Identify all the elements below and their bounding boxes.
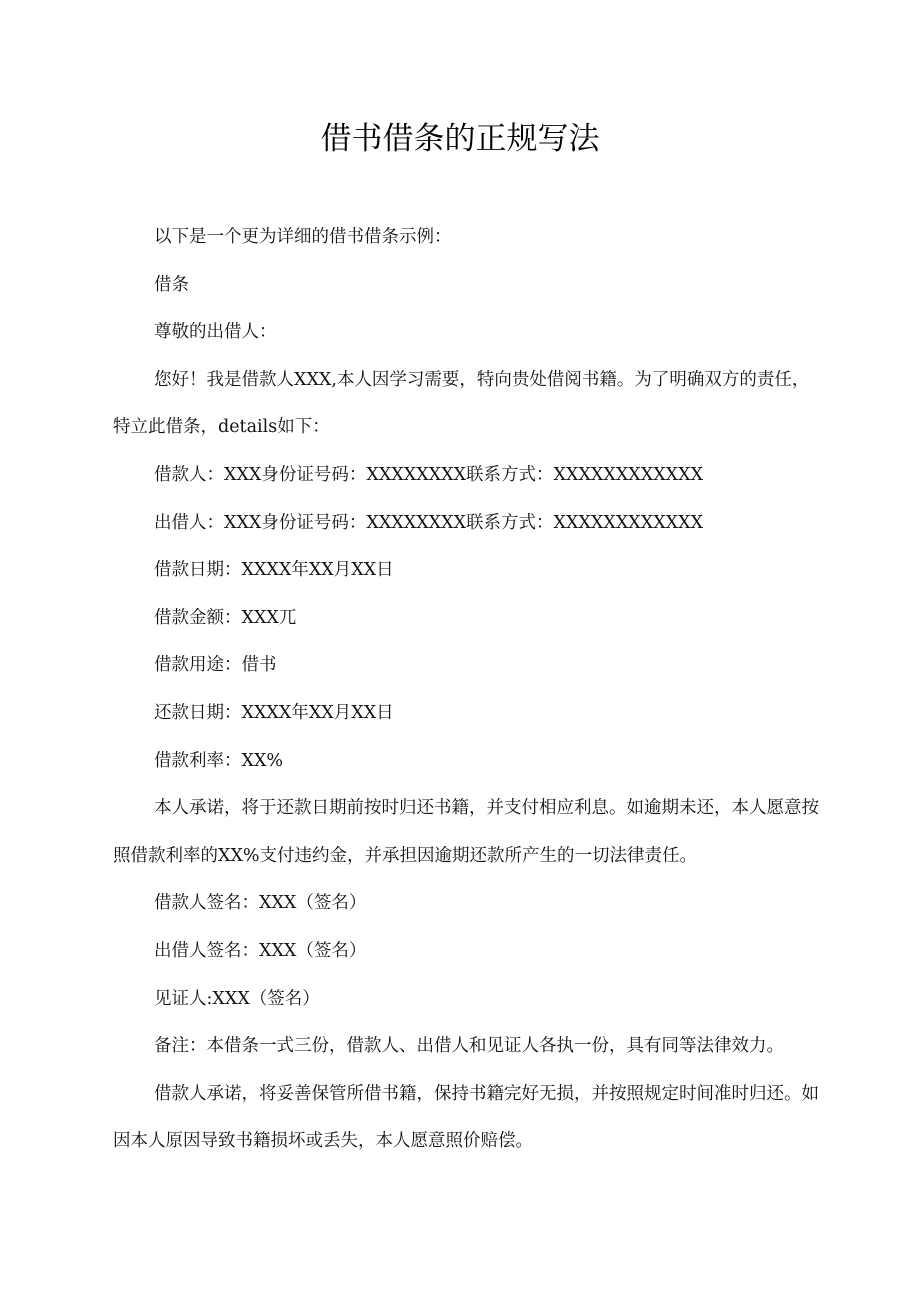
interest-rate: 借款利率：XX% [154, 750, 284, 771]
borrower-signature: 借款人签名：XXX（签名） [154, 893, 367, 914]
witness-signature: 见证人:XXX（签名） [154, 988, 320, 1009]
document-body [113, 214, 823, 1166]
intro-paragraph: 以下是一个更为详细的借书借条示例： [154, 227, 452, 247]
commitment-paragraph: 本人承诺，将于还款日期前按时归还书籍，并支付相应利息。如逾期未还，本人愿意按照借款利率的XX%支付违约金，并承担因逾期还款所产生的一切法律责任。 [113, 798, 819, 866]
document-title: 借书借条的正规写法 [320, 121, 600, 157]
heading-jietiao: 借条 [154, 274, 189, 295]
salutation: 尊敬的出借人： [154, 322, 277, 343]
care-commitment-paragraph: 借款人承诺，将妥善保管所借书籍，保持书籍完好无损，并按照规定时间准时归还。如因本人原因导致书籍损坏或丢失，本人愿意照价赔偿。 [113, 1083, 819, 1152]
loan-amount: 借款金额：XXX兀 [154, 607, 297, 628]
purpose-paragraph: 您好！我是借款人XXX,本人因学习需要，特向贵处借阅书籍。为了明确双方的责任，特立此借条，details如下： [113, 369, 810, 438]
loan-date: 借款日期：XXXX年XX月XX日 [154, 560, 394, 581]
borrower-info: 借款人：XXX身份证号码：XXXXXXXX联系方式：XXXXXXXXXXXX [154, 464, 704, 485]
loan-purpose: 借款用途：借书 [154, 655, 277, 676]
lender-info: 出借人：XXX身份证号码：XXXXXXXX联系方式：XXXXXXXXXXXX [154, 512, 704, 533]
lender-signature: 出借人签名：XXX（签名） [154, 940, 367, 961]
repayment-date: 还款日期：XXXX年XX月XX日 [154, 702, 394, 723]
remarks-paragraph: 备注：本借条一式三份，借款人、出借人和见证人各执一份，具有同等法律效力。 [154, 1036, 784, 1057]
